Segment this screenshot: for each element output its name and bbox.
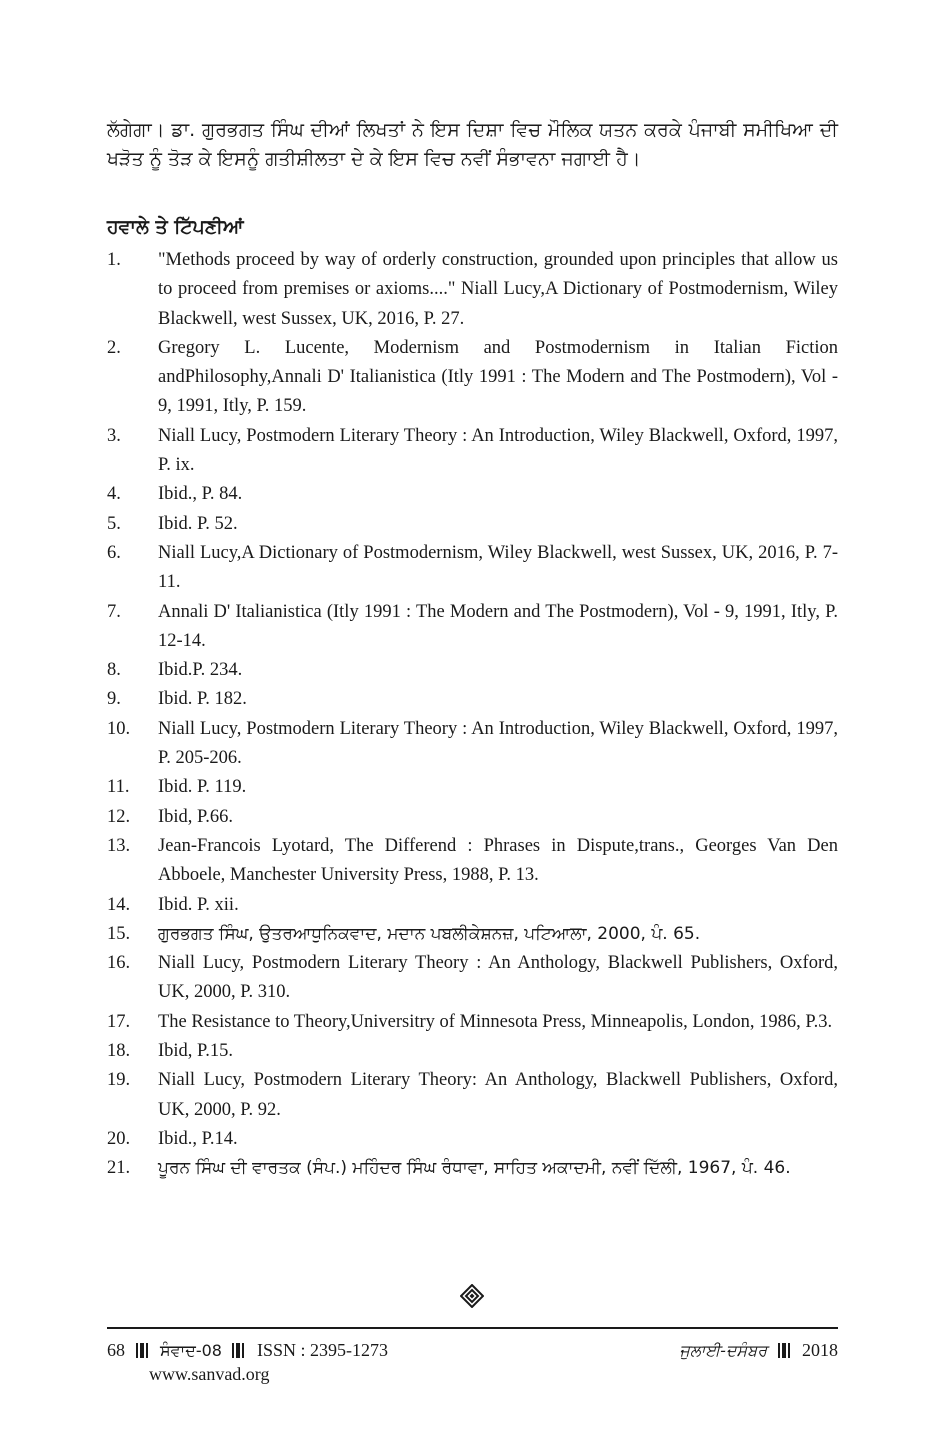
issue-period: ਜੁਲਾਈ-ਦਸੰਬਰ xyxy=(679,1341,767,1360)
reference-number: 18. xyxy=(107,1041,131,1062)
page-number: 68 xyxy=(107,1340,125,1360)
reference-item xyxy=(107,773,838,802)
reference-text: Annali D' Italianistica (Itly 1991 : The Modern and The Postmodern), Vol - 9, 1991, Itly, P. 12-14. xyxy=(158,601,838,651)
reference-item xyxy=(107,715,838,774)
footer-right xyxy=(679,1339,838,1363)
intro-paragraph: ਲੱਗੇਗਾ। ਡਾ. ਗੁਰਭਗਤ ਸਿੰਘ ਦੀਆਂ ਲਿਖਤਾਂ ਨੇ ਇਸ ਦਿਸ਼ਾ ਵਿਚ ਮੌਲਿਕ ਯਤਨ ਕਰਕੇ ਪੰਜਾਬੀ ਸਮੀਖਿਆ ਦੀ ਖੜੋਤ ਨੂੰ ਤੋੜ ਕੇ ਇਸਨੂੰ ਗਤੀਸ਼ੀਲਤਾ ਦੇ ਕੇ ਇਸ ਵਿਚ ਨਵੀਂ ਸੰਭਾਵਨਾ ਜਗਾਈ ਹੈ। xyxy=(107,119,838,170)
reference-item xyxy=(107,1037,838,1066)
reference-item xyxy=(107,685,838,714)
reference-item xyxy=(107,598,838,657)
reference-text: "Methods proceed by way of orderly construction, grounded upon principles that allow us to proceed from premises or axioms...." Niall Lucy,A Dictionary of Postmodernism, Wiley Blackwell, west Sussex, UK, 2016, P. 27. xyxy=(158,250,838,329)
reference-text: Jean-Francois Lyotard, The Differend : Phrases in Dispute,trans., Georges Van Den Abboele, Manchester University Press, 1988, P. 13. xyxy=(158,835,838,886)
footer-left xyxy=(107,1339,388,1385)
reference-item xyxy=(107,334,838,422)
reference-text: Ibid. P. 119. xyxy=(158,777,247,798)
page-body xyxy=(107,116,838,1184)
reference-text: ਗੁਰਭਗਤ ਸਿੰਘ, ਉਤਰਆਧੁਨਿਕਵਾਦ, ਮਦਾਨ ਪਬਲੀਕੇਸ਼ਨਜ਼, ਪਟਿਆਲਾ, 2000, ਪੰ. 65. xyxy=(158,923,701,944)
reference-item xyxy=(107,422,838,481)
reference-number: 5. xyxy=(107,513,121,534)
reference-text: Ibid., P.14. xyxy=(158,1128,238,1149)
reference-item xyxy=(107,656,838,685)
issue-year: 2018 xyxy=(802,1340,838,1360)
references-heading: ਹਵਾਲੇ ਤੇ ਟਿੱਪਣੀਆਂ xyxy=(107,216,244,238)
reference-item xyxy=(107,246,838,334)
triple-bar-icon xyxy=(232,1341,246,1363)
issn: ISSN : 2395-1273 xyxy=(256,1340,388,1360)
reference-item xyxy=(107,1066,838,1125)
diamond-ornament-icon xyxy=(460,1284,484,1308)
reference-item xyxy=(107,949,838,1008)
reference-item xyxy=(107,803,838,832)
reference-text: ਪੂਰਨ ਸਿੰਘ ਦੀ ਵਾਰਤਕ (ਸੰਪ.) ਮਹਿੰਦਰ ਸਿੰਘ ਰੰਧਾਵਾ, ਸਾਹਿਤ ਅਕਾਦਮੀ, ਨਵੀਂ ਦਿੱਲੀ, 1967, ਪੰ. 46. xyxy=(158,1158,791,1179)
reference-number: 15. xyxy=(107,923,131,944)
reference-text: Niall Lucy,A Dictionary of Postmodernism, Wiley Blackwell, west Sussex, UK, 2016, P. 7-11. xyxy=(158,542,838,593)
reference-number: 11. xyxy=(107,777,130,798)
reference-text: Ibid.P. 234. xyxy=(158,660,243,681)
reference-number: 17. xyxy=(107,1011,131,1032)
reference-number: 2. xyxy=(107,337,121,358)
reference-number: 12. xyxy=(107,806,131,827)
reference-number: 1. xyxy=(107,250,121,270)
reference-text: Ibid, P.15. xyxy=(158,1041,234,1062)
reference-number: 14. xyxy=(107,894,131,915)
reference-number: 16. xyxy=(107,953,131,974)
reference-item xyxy=(107,920,838,949)
reference-text: Ibid., P. 84. xyxy=(158,484,243,505)
reference-number: 8. xyxy=(107,660,121,681)
reference-item xyxy=(107,1125,838,1154)
reference-item xyxy=(107,539,838,598)
reference-item xyxy=(107,832,838,891)
reference-item xyxy=(107,510,838,539)
triple-bar-icon xyxy=(136,1341,150,1363)
reference-text: Ibid, P.66. xyxy=(158,806,234,827)
website-link[interactable]: www.sanvad.org xyxy=(149,1364,270,1384)
reference-number: 21. xyxy=(107,1158,131,1179)
reference-number: 3. xyxy=(107,425,121,446)
triple-bar-icon xyxy=(778,1341,792,1363)
references-list xyxy=(107,246,838,1184)
reference-text: Ibid. P. 182. xyxy=(158,689,247,710)
reference-number: 20. xyxy=(107,1128,131,1149)
reference-item xyxy=(107,891,838,920)
journal-name: ਸੰਵਾਦ-08 xyxy=(160,1341,222,1360)
reference-item xyxy=(107,1154,838,1183)
reference-text: The Resistance to Theory,Universitry of Minnesota Press, Minneapolis, London, 1986, P.3. xyxy=(158,1011,833,1032)
reference-text: Niall Lucy, Postmodern Literary Theory: An Anthology, Blackwell Publishers, Oxford, UK, 2000, P. 92. xyxy=(158,1070,838,1120)
reference-number: 6. xyxy=(107,542,121,563)
reference-text: Gregory L. Lucente, Modernism and Postmodernism in Italian Fiction andPhilosophy,Annali D' Italianistica (Itly 1991 : The Modern and The Postmodern), Vol - 9, 1991, Itly, P. 159. xyxy=(158,337,838,417)
reference-number: 7. xyxy=(107,601,121,622)
reference-item xyxy=(107,1008,838,1037)
reference-item xyxy=(107,480,838,509)
reference-number: 9. xyxy=(107,689,121,710)
reference-text: Niall Lucy, Postmodern Literary Theory : An Introduction, Wiley Blackwell, Oxford, 1997, P. 205-206. xyxy=(158,718,838,769)
reference-text: Ibid. P. xii. xyxy=(158,894,239,915)
reference-text: Ibid. P. 52. xyxy=(158,513,238,534)
footer-rule xyxy=(107,1327,838,1329)
reference-number: 4. xyxy=(107,484,121,505)
reference-number: 13. xyxy=(107,835,131,856)
reference-number: 19. xyxy=(107,1070,131,1091)
reference-text: Niall Lucy, Postmodern Literary Theory : An Anthology, Blackwell Publishers, Oxford, UK, 2000, P. 310. xyxy=(158,953,838,1003)
reference-number: 10. xyxy=(107,718,131,739)
reference-text: Niall Lucy, Postmodern Literary Theory : An Introduction, Wiley Blackwell, Oxford, 1997, P. ix. xyxy=(158,425,838,476)
